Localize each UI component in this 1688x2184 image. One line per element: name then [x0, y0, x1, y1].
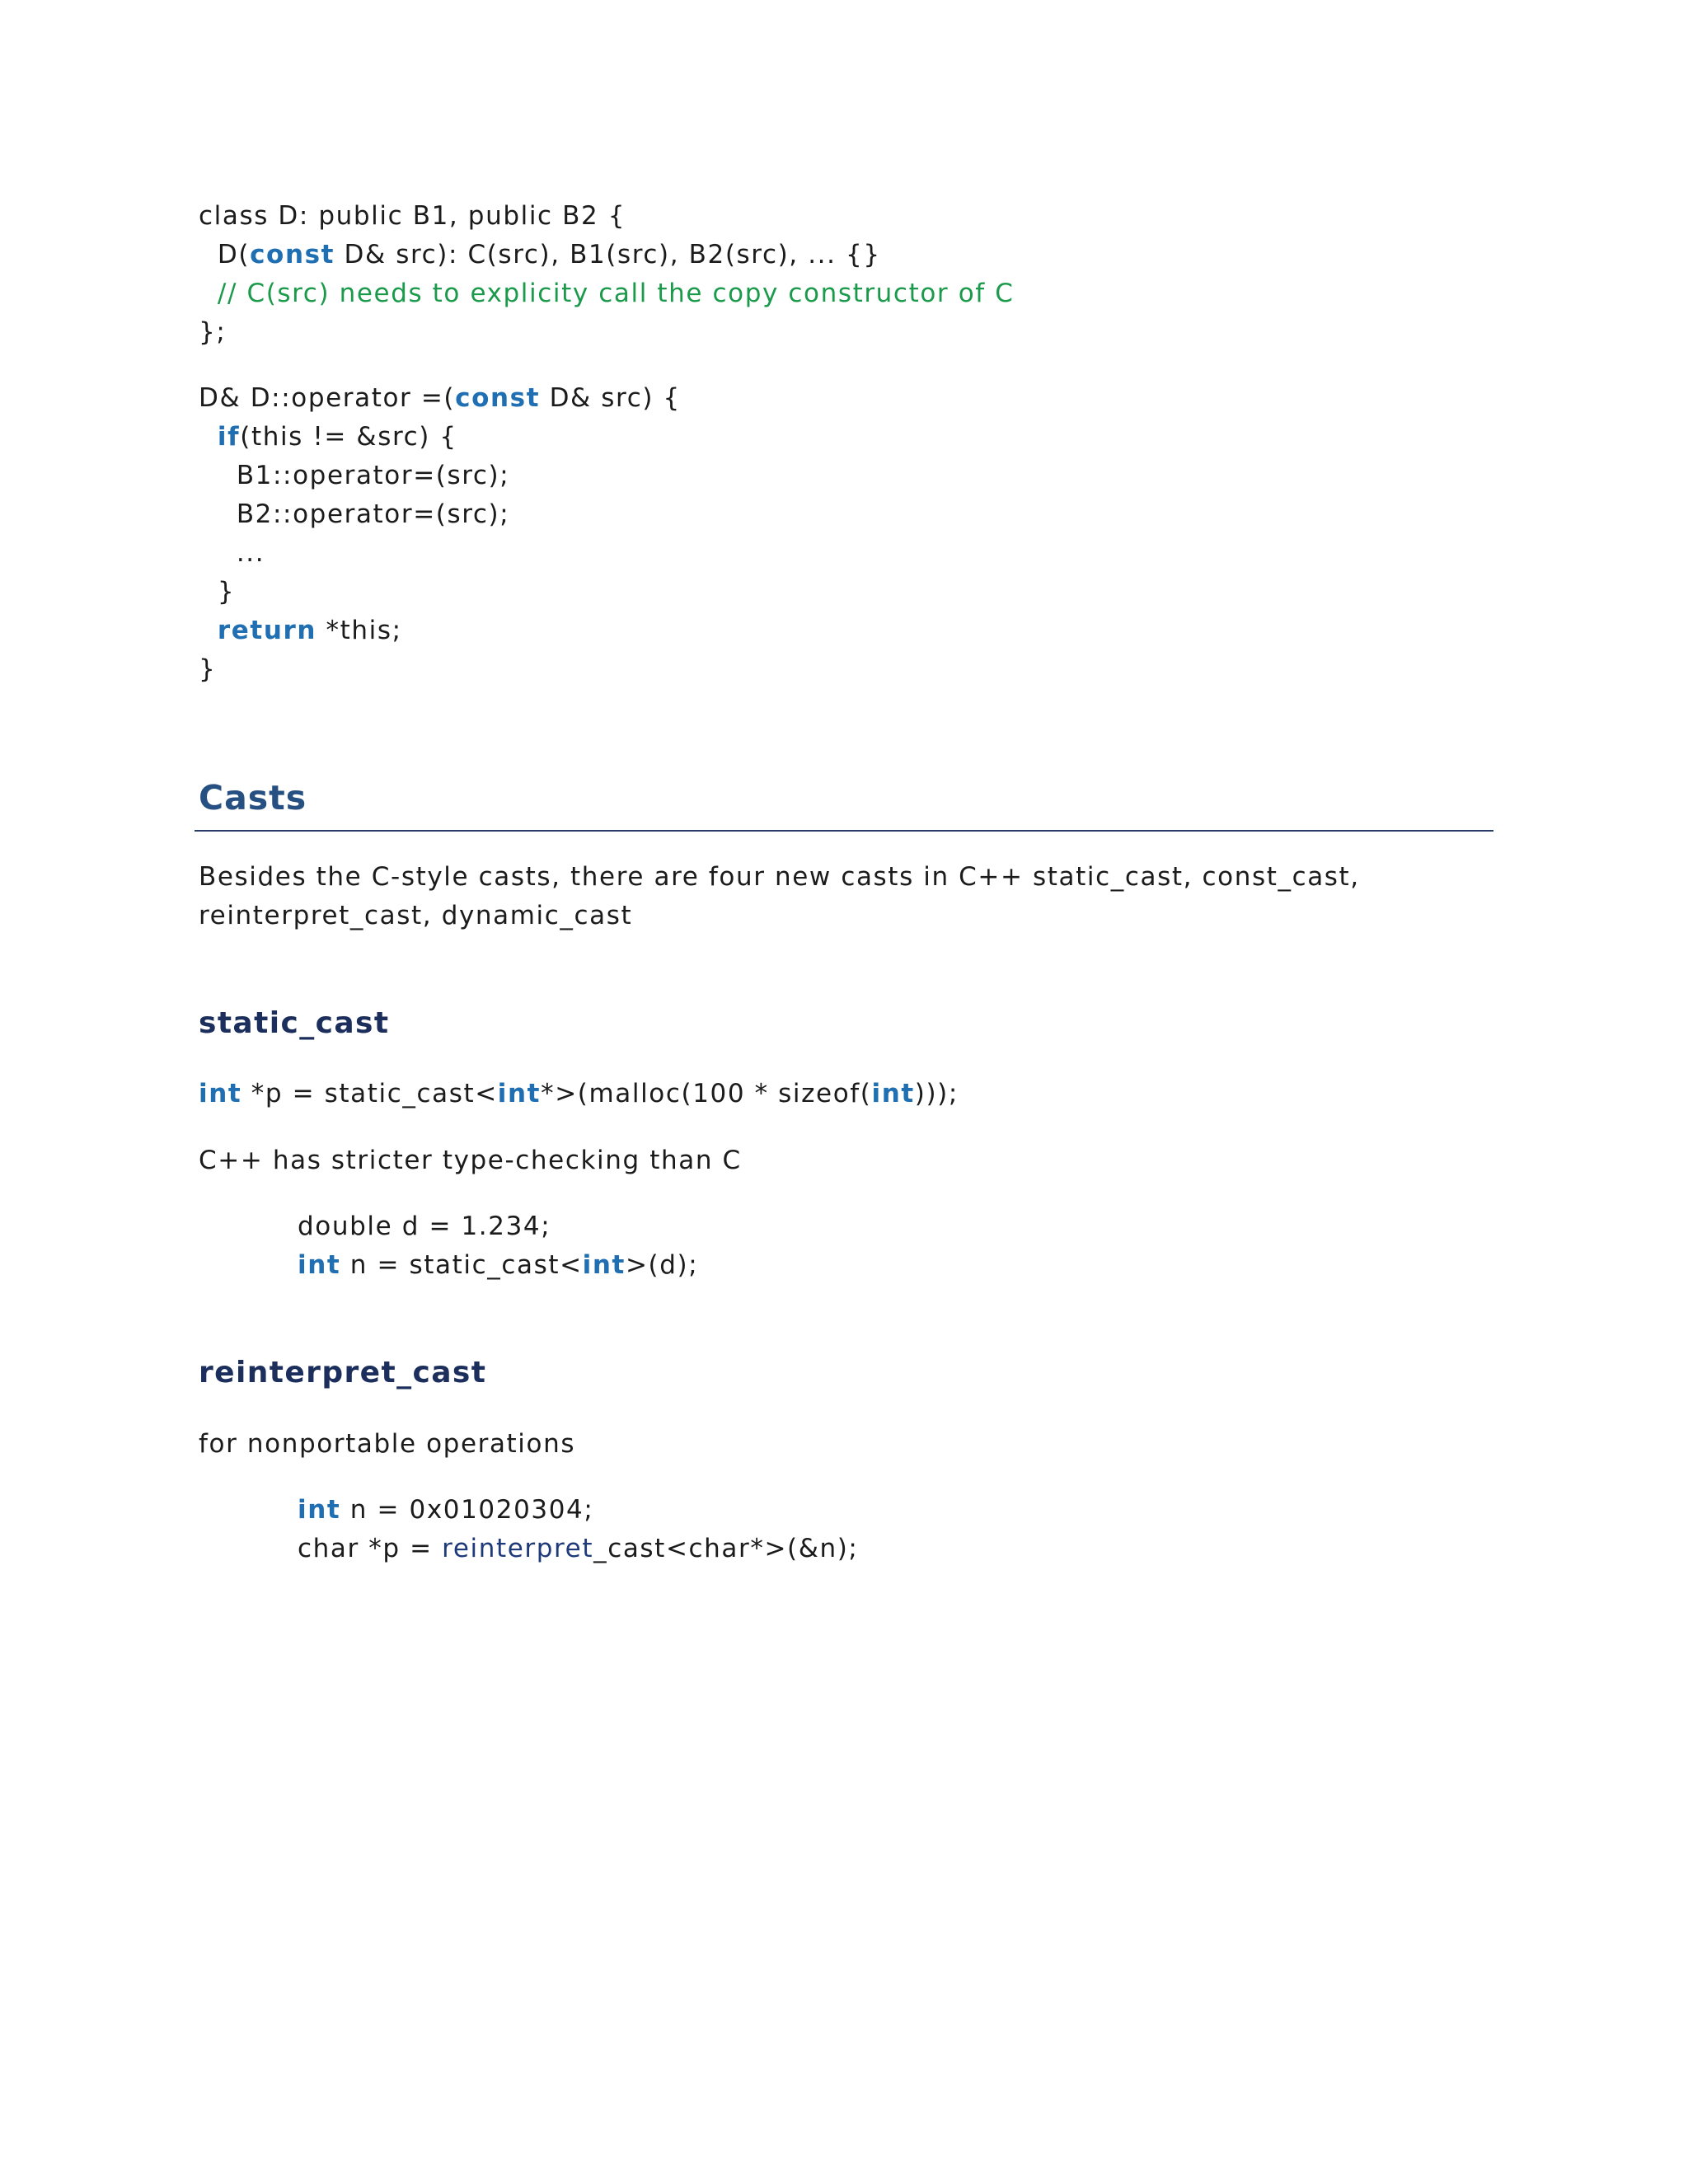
- identifier: reinterpret: [442, 1534, 594, 1563]
- keyword: const: [455, 383, 541, 413]
- code-line: double d = 1.234;: [298, 1212, 551, 1241]
- paragraph-line: for nonportable operations: [199, 1429, 576, 1459]
- subheading-static-cast: static_cast: [199, 1006, 390, 1040]
- keyword: const: [250, 240, 335, 269]
- code-line: char *p = reinterpret_cast<char*>(&n);: [298, 1534, 859, 1563]
- paragraph-line: reinterpret_cast, dynamic_cast: [199, 901, 633, 930]
- section-heading-casts: Casts: [199, 778, 307, 818]
- code-comment: // C(src) needs to explicity call the copy constructor of C: [199, 279, 1015, 308]
- subheading-reinterpret-cast: reinterpret_cast: [199, 1356, 487, 1390]
- code-line: if(this != &src) {: [217, 422, 457, 452]
- code-line: int *p = static_cast<int*>(malloc(100 * sizeof(int)));: [199, 1079, 959, 1108]
- code-line: };: [199, 317, 227, 347]
- code-line: return *this;: [217, 616, 402, 645]
- paragraph-line: C++ has stricter type-checking than C: [199, 1146, 742, 1175]
- code-line: B2::operator=(src);: [199, 499, 510, 529]
- code-line: int n = 0x01020304;: [298, 1495, 594, 1525]
- code-line: ...: [199, 538, 265, 568]
- keyword: int: [199, 1079, 242, 1108]
- code-line: }: [199, 654, 217, 684]
- paragraph-line: Besides the C-style casts, there are four new casts in C++ static_cast, const_cast,: [199, 862, 1360, 892]
- keyword: if: [217, 422, 241, 452]
- code-line: int n = static_cast<int>(d);: [298, 1250, 699, 1280]
- heading-rule: [195, 830, 1493, 832]
- code-line: class D: public B1, public B2 {: [199, 201, 626, 231]
- code-line: D(const D& src): C(src), B1(src), B2(src), ... {}: [199, 240, 881, 269]
- keyword: int: [582, 1250, 626, 1280]
- keyword: int: [871, 1079, 915, 1108]
- keyword: return: [217, 616, 317, 645]
- keyword: int: [298, 1250, 341, 1280]
- code-line: D& D::operator =(const D& src) {: [199, 383, 681, 413]
- code-line: B1::operator=(src);: [199, 461, 510, 490]
- keyword: int: [497, 1079, 542, 1108]
- code-line: }: [199, 577, 236, 607]
- keyword: int: [298, 1495, 341, 1525]
